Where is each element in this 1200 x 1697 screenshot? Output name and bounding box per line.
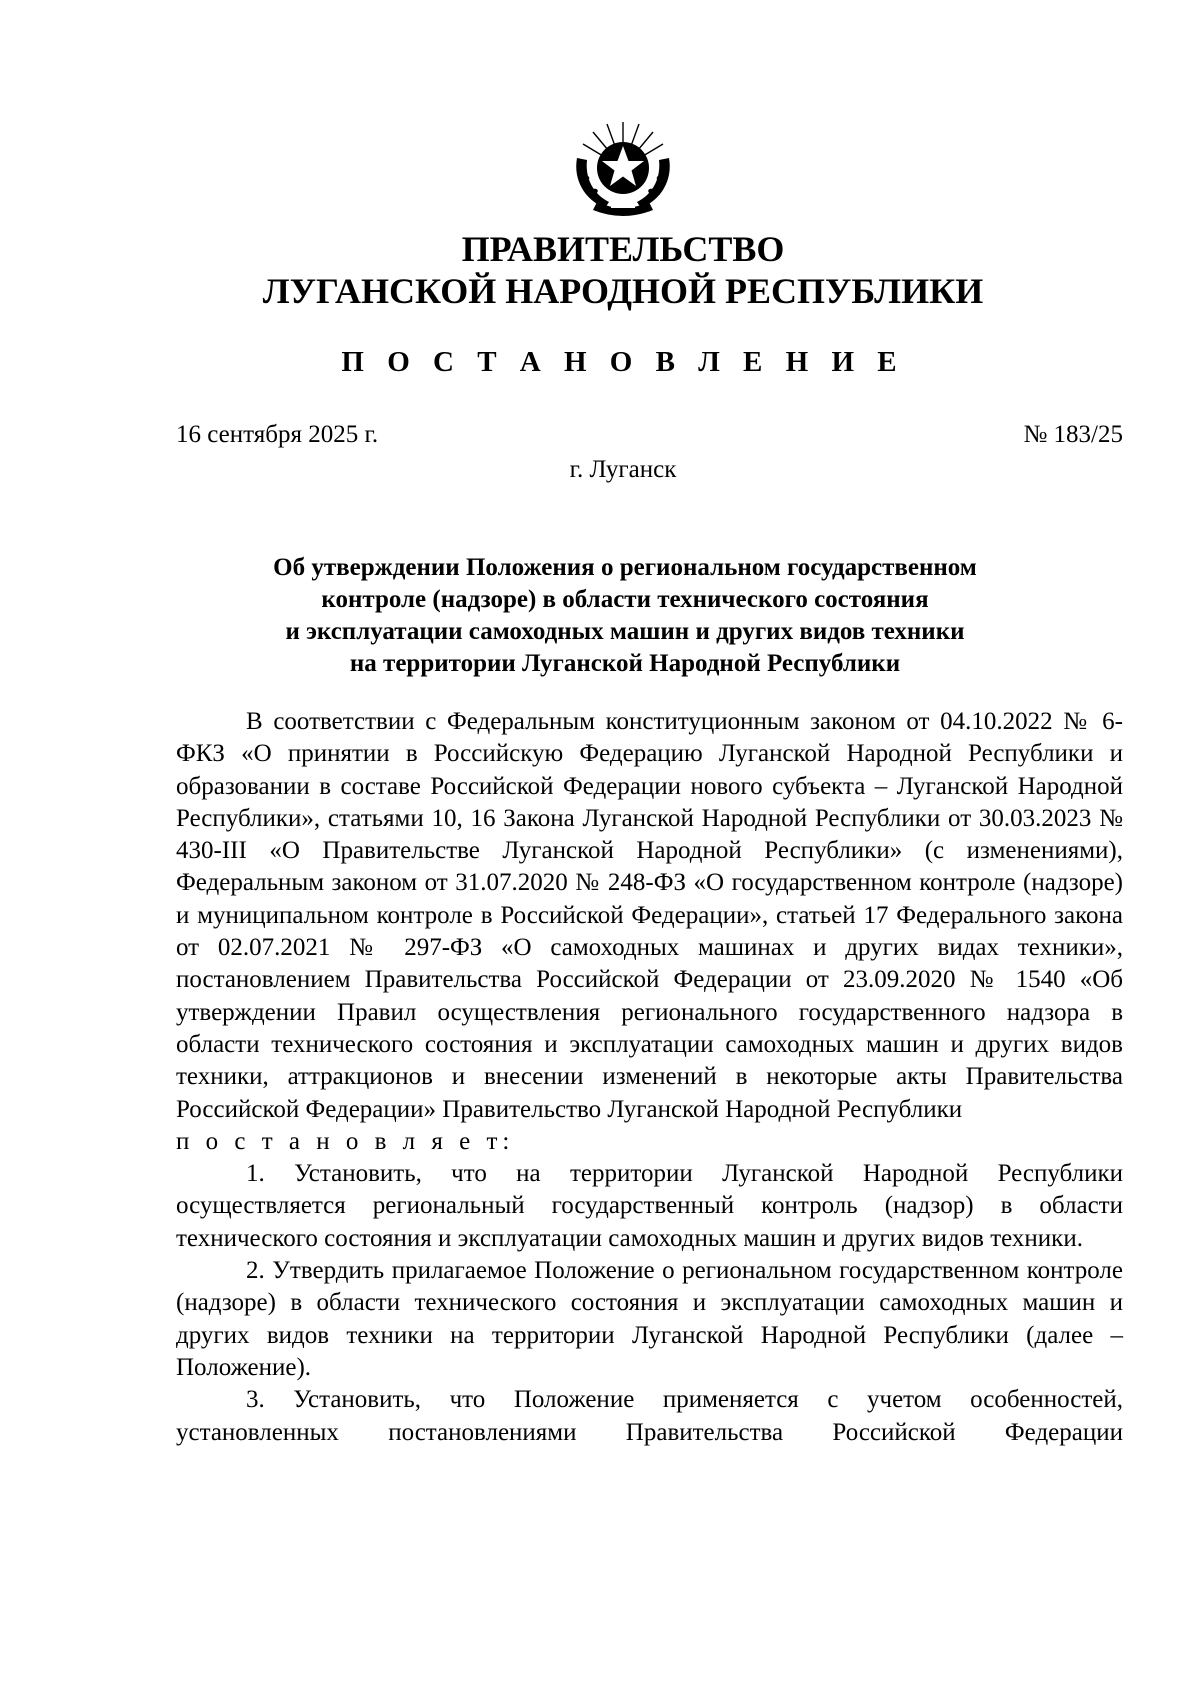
document-date: 16 сентября 2025 г. <box>176 421 379 448</box>
subject-line-3: и эксплуатации самоходных машин и других видов техники <box>285 618 965 645</box>
subject-line-4: на территории Луганской Народной Республики <box>349 650 901 677</box>
government-title-line-2: ЛУГАНСКОЙ НАРОДНОЙ РЕСПУБЛИКИ <box>262 271 984 311</box>
item-1-paragraph: 1. Установить, что на территории Луганской Народной Республики осуществляется региональный государственный контроль (надзор) в области технического состояния и эксплуатации самоходных машин и других видов техники. <box>176 1160 1123 1252</box>
item-3-paragraph: 3. Установить, что Положение применяется с учетом особенностей, установленных постановлениями Правительства Российской Федерации <box>176 1386 1123 1446</box>
item-2-paragraph: 2. Утвердить прилагаемое Положение о региональном государственном контроле (надзоре) в области технического состояния и эксплуатации самоходных машин и других видов техники на территории Луганской Народной Республики (далее – Положение). <box>176 1257 1123 1381</box>
preamble-paragraph: В соответствии с Федеральным конституционным законом от 04.10.2022 № 6-ФКЗ «О принятии в Российскую Федерацию Луганской Народной Республики и образовании в составе Российской Федерации нового субъекта – Луганской Народной Республики», статьями 10, 16 Закона Луганской Народной Республики от 30.03.2023 № 430-III «О Правительстве Луганской Народной Республики» (с изменениями), Федеральным законом от 31.07.2020 № 248-ФЗ «О государственном контроле (надзоре) и муниципальном контроле в Российской Федерации», статьей 17 Федерального закона от 02.07.2021 № 297-ФЗ «О самоходных машинах и других видах техники», постановлением Правительства Российской Федерации от 23.09.2020 № 1540 «Об утверждении Правил осуществления регионального государственного надзора в области технического состояния и эксплуатации самоходных машин и других видов техники, аттракционов и внесении изменений в некоторые акты Правительства Российской Федерации» Правительство Луганской Народной Республики <box>176 708 1123 1123</box>
subject-line-2: контроле (надзоре) в области технического состояния <box>321 586 929 613</box>
government-title-line-1: ПРАВИТЕЛЬСТВО <box>461 229 785 269</box>
document-number: № 183/25 <box>1023 421 1123 448</box>
lpr-coat-of-arms-icon <box>567 118 679 218</box>
document-subject <box>0 552 1200 680</box>
government-title <box>0 228 1200 312</box>
document-city: г. Луганск <box>569 456 677 483</box>
document-type: П О С Т А Н О В Л Е Н И Е <box>341 346 905 378</box>
resolves-line: п о с т а н о в л я е т: <box>176 1127 515 1155</box>
subject-line-1: Об утверждении Положения о региональном государственном <box>273 554 977 581</box>
document-body <box>176 706 1123 1449</box>
